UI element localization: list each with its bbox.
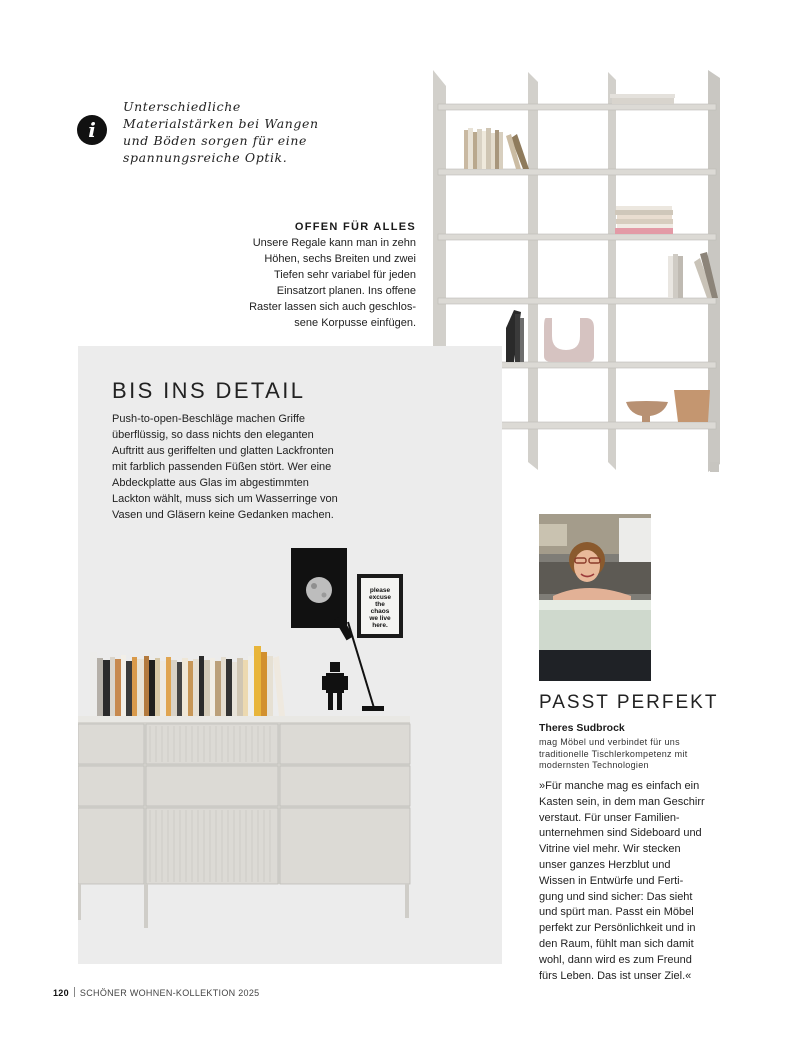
poster-text-line: please xyxy=(369,587,391,594)
person-desc-line: mag Möbel und verbindet für uns xyxy=(539,737,680,747)
detail-line: Auftritt aus geriffelten und glatten Lackfronten xyxy=(112,445,334,457)
detail-line: Vasen und Gläsern keine Gedanken machen. xyxy=(112,509,334,521)
person-name: Theres Sudbrock xyxy=(539,722,625,734)
footer-divider xyxy=(74,987,75,997)
detail-line: mit farblich passenden Füßen stört. Wer eine xyxy=(112,461,332,473)
poster-text-line: excuse xyxy=(368,594,392,601)
quote-line: den Raum, fühlt man sich damit xyxy=(539,937,694,950)
quote-poster xyxy=(357,574,403,638)
quote-line: unternehmen sind Sideboard und xyxy=(539,827,702,840)
offen-line: Tiefen sehr variabel für jeden xyxy=(273,269,416,281)
detail-heading: BIS INS DETAIL xyxy=(112,378,306,403)
offen-line: Höhen, sechs Breiten und zwei xyxy=(264,253,416,265)
sideboard-books xyxy=(90,646,285,716)
detail-line: Abdeckplatte aus Glas im abgestimmten xyxy=(112,477,309,489)
poster-text-line: here. xyxy=(372,622,388,629)
publication-name: SCHÖNER WOHNEN-KOLLEKTION 2025 xyxy=(79,988,260,998)
quote-line: Wissen in Entwürfe und Ferti- xyxy=(539,874,684,887)
info-line: spannungsreiche Optik. xyxy=(123,150,288,165)
quote-line: Kasten sein, in dem man Geschirr xyxy=(539,795,705,808)
moon-poster xyxy=(291,548,347,628)
offen-line: Einsatzort planen. Ins offene xyxy=(276,285,416,297)
quote-block xyxy=(539,779,739,984)
detail-line: Push-to-open-Beschläge machen Griffe xyxy=(112,413,306,425)
quote-line: Vitrine viel mehr. Wir stecken xyxy=(539,843,681,856)
info-line: Materialstärken bei Wangen xyxy=(123,116,319,131)
person-description xyxy=(539,737,688,772)
offen-heading: OFFEN FÜR ALLES xyxy=(294,221,416,233)
books-stack xyxy=(615,206,673,234)
info-caption xyxy=(123,98,363,166)
offen-line: Raster lassen sich auch geschlos- xyxy=(249,301,416,313)
page-number: 120 xyxy=(53,988,69,998)
quote-line: perfekt zur Persönlichkeit und in xyxy=(539,922,696,935)
quote-line: und spürt man. Passt ein Möbel xyxy=(539,906,694,919)
quote-line: wohl, dann wird es zum Freund xyxy=(539,953,692,966)
info-line: Unterschiedliche xyxy=(123,99,241,114)
quote-line: »Für manche mag es einfach ein xyxy=(539,780,700,792)
info-icon: i xyxy=(77,115,107,145)
quote-line: fürs Leben. Das ist unser Ziel.« xyxy=(539,969,692,982)
robot-figure xyxy=(322,662,348,710)
offen-line: Unsere Regale kann man in zehn xyxy=(252,237,416,249)
passt-heading: PASST PERFEKT xyxy=(539,692,719,713)
person-desc-line: modernsten Technologien xyxy=(539,760,649,770)
detail-line: überflüssig, so dass nichts den eleganten xyxy=(112,429,314,441)
quote-line: gung und sind sicher: Das sieht xyxy=(539,890,693,903)
quote-line: unser ganzes Herzblut und xyxy=(539,858,671,871)
offen-body xyxy=(230,235,416,331)
offen-section xyxy=(230,220,416,331)
detail-body xyxy=(112,411,382,523)
person-desc-line: traditionelle Tischlerkompetenz mit xyxy=(539,748,688,759)
quote-line: verstaut. Für unser Familien- xyxy=(539,811,680,824)
info-line: und Böden sorgen für eine xyxy=(123,133,308,148)
page-footer xyxy=(53,987,259,998)
offen-line: sene Korpusse einfügen. xyxy=(294,317,416,329)
books-row xyxy=(464,128,529,169)
poster-text-line: the xyxy=(375,601,385,608)
detail-line: Lackton wählt, muss sich um Wasserringe von xyxy=(112,493,338,505)
poster-text-line: we live xyxy=(369,615,391,622)
sideboard-photo xyxy=(78,540,502,964)
poster-text-line: chaos xyxy=(370,608,390,615)
portrait-photo xyxy=(539,514,651,681)
